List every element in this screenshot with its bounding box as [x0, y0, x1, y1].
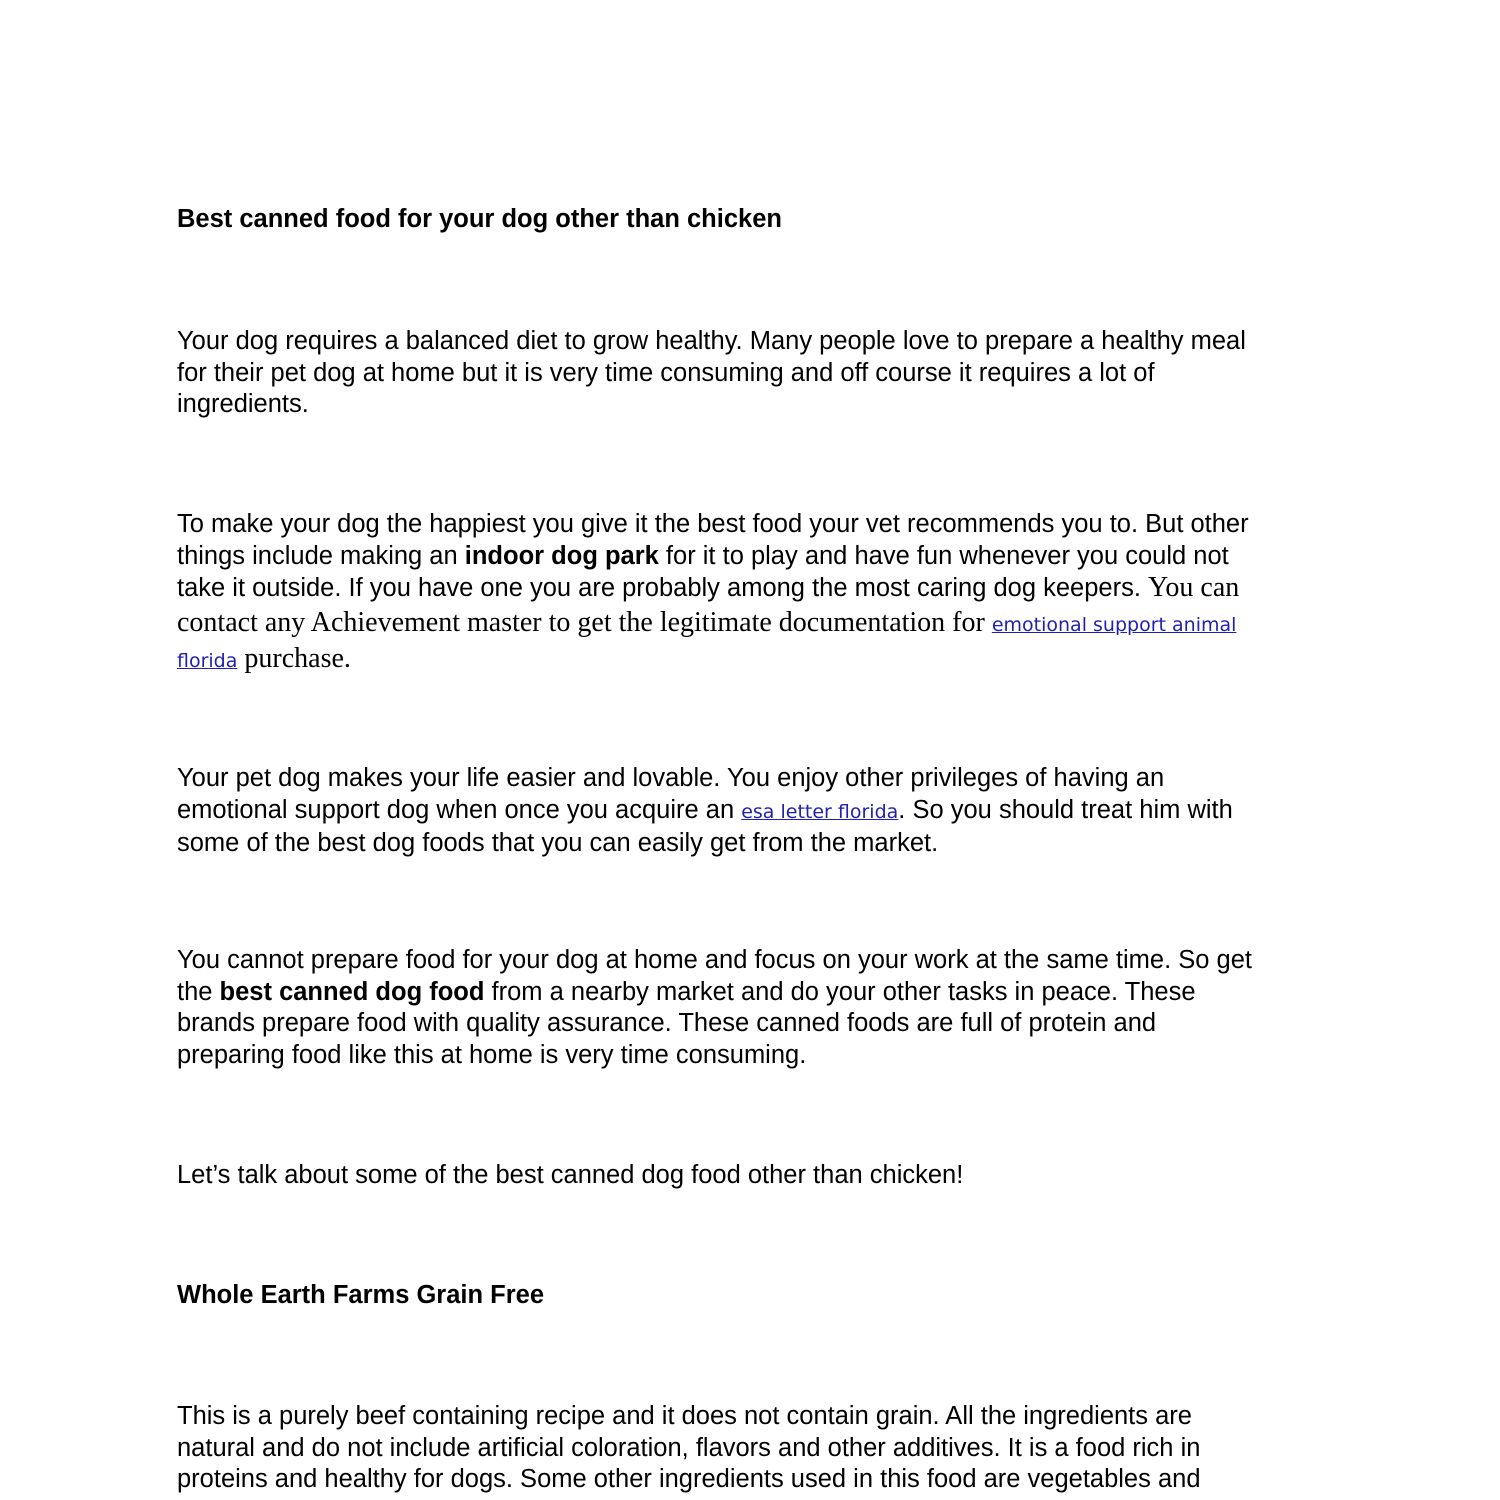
- text-run: things include making an: [177, 541, 465, 570]
- paragraph-line: To make your dog the happiest you give it the best food your vet recommends you to. But other: [177, 510, 1249, 538]
- paragraph-line: ingredients.: [177, 390, 309, 418]
- text-run: from a nearby market and do your other tasks in peace. These: [484, 977, 1196, 1006]
- paragraph-esa-letter: [177, 763, 1233, 860]
- emotional-support-animal-florida-link-cont[interactable]: florida: [177, 650, 238, 672]
- serif-text-run: contact any Achievement master to get the legitimate documentation for: [177, 606, 992, 638]
- text-run: for it to play and have fun whenever you could not: [658, 541, 1229, 570]
- paragraph-intro: [177, 326, 1246, 421]
- paragraph-line: some of the best dog foods that you can easily get from the market.: [177, 829, 939, 857]
- esa-letter-florida-link[interactable]: esa letter florida: [741, 800, 899, 823]
- paragraph-line: proteins and healthy for dogs. Some other ingredients used in this food are vegetables and: [177, 1465, 1201, 1493]
- paragraph-line: [177, 977, 1252, 1009]
- paragraph-canned-food: [177, 945, 1252, 1071]
- paragraph-line: You cannot prepare food for your dog at home and focus on your work at the same time. So get: [177, 946, 1252, 974]
- text-run: emotional support dog when once you acquire an: [177, 795, 742, 824]
- paragraph-line: [177, 541, 1249, 573]
- paragraph-whole-earth: [177, 1401, 1201, 1496]
- paragraph-line: for their pet dog at home but it is very time consuming and off course it requires a lot of: [177, 358, 1155, 387]
- paragraph-line: [177, 643, 1249, 678]
- text-run: take it outside. If you have one you are probably among the most caring dog keepers.: [177, 574, 1149, 602]
- paragraph-line: This is a purely beef containing recipe and it does not contain grain. All the ingredients are: [177, 1402, 1192, 1430]
- paragraph-line: preparing food like this at home is very time consuming.: [177, 1040, 807, 1069]
- serif-text-run: purchase.: [237, 643, 351, 674]
- paragraph-line: [177, 572, 1249, 605]
- paragraph-indoor-park: [177, 509, 1249, 678]
- paragraph-line: Your dog requires a balanced diet to grow healthy. Many people love to prepare a healthy meal: [177, 327, 1246, 355]
- text-run: the: [177, 977, 220, 1006]
- paragraph-lets-talk: Let’s talk about some of the best canned dog food other than chicken!: [177, 1161, 964, 1189]
- paragraph-line: brands prepare food with quality assurance. These canned foods are full of protein and: [177, 1009, 1157, 1037]
- emotional-support-animal-florida-link[interactable]: emotional support animal: [991, 613, 1237, 636]
- page-title: Best canned food for your dog other than chicken: [177, 205, 782, 233]
- bold-keyword: best canned dog food: [219, 977, 485, 1006]
- section-heading: Whole Earth Farms Grain Free: [177, 1281, 545, 1309]
- paragraph-line: [177, 795, 1233, 829]
- paragraph-line: natural and do not include artificial coloration, flavors and other additives. It is a food rich in: [177, 1433, 1201, 1462]
- text-run: . So you should treat him with: [898, 795, 1233, 824]
- serif-text-run: You can: [1148, 572, 1240, 603]
- paragraph-line: [177, 607, 1249, 642]
- bold-keyword: indoor dog park: [464, 541, 659, 570]
- paragraph-line: Your pet dog makes your life easier and lovable. You enjoy other privileges of having an: [177, 764, 1165, 792]
